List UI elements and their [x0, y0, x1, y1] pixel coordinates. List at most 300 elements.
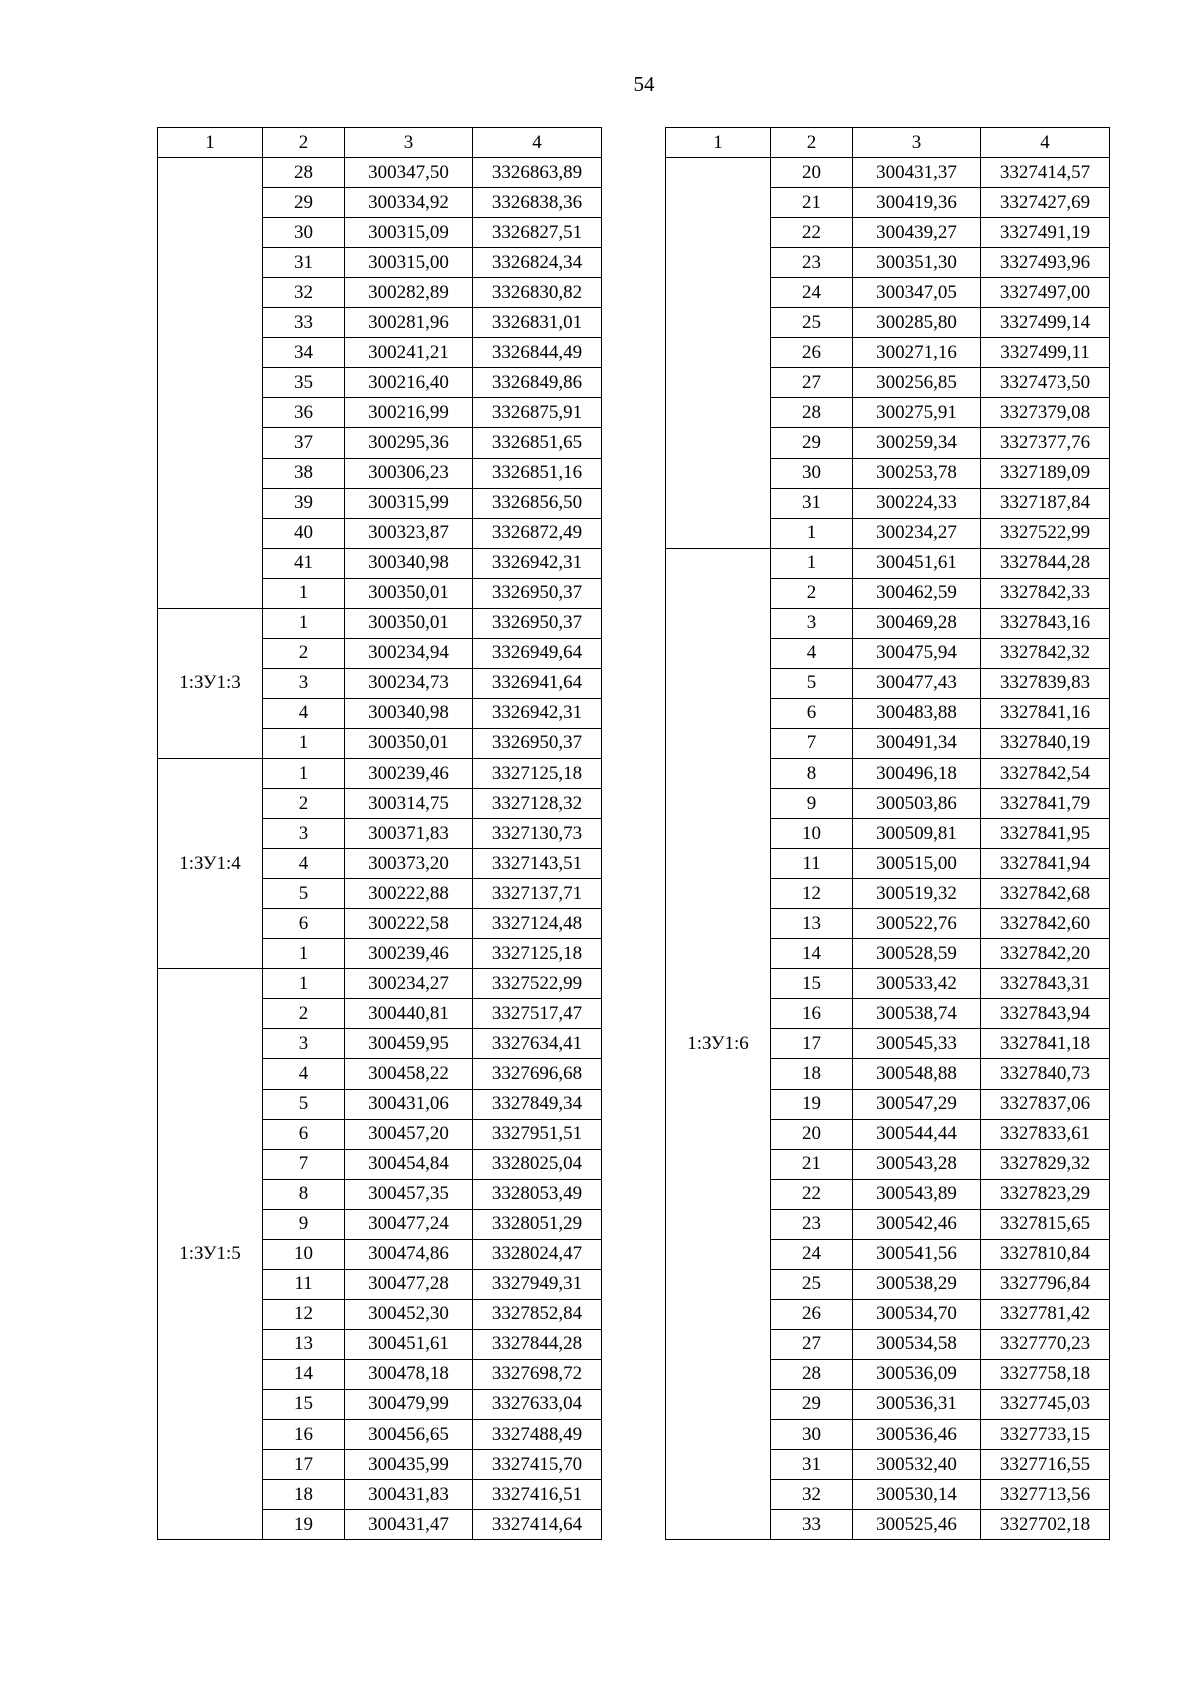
- point-number-cell: 41: [263, 548, 345, 578]
- y-coordinate-cell: 3327849,34: [473, 1089, 602, 1119]
- y-coordinate-cell: 3326849,86: [473, 368, 602, 398]
- point-number-cell: 29: [771, 428, 853, 458]
- column-header: 1: [158, 128, 263, 158]
- table-row: [158, 158, 602, 188]
- x-coordinate-cell: 300241,21: [345, 338, 473, 368]
- x-coordinate-cell: 300440,81: [345, 999, 473, 1029]
- point-number-cell: 25: [771, 308, 853, 338]
- point-number-cell: 37: [263, 428, 345, 458]
- point-number-cell: 2: [771, 578, 853, 608]
- x-coordinate-cell: 300496,18: [853, 758, 981, 788]
- y-coordinate-cell: 3327377,76: [981, 428, 1110, 458]
- x-coordinate-cell: 300347,50: [345, 158, 473, 188]
- y-coordinate-cell: 3327491,19: [981, 218, 1110, 248]
- x-coordinate-cell: 300340,98: [345, 548, 473, 578]
- y-coordinate-cell: 3326831,01: [473, 308, 602, 338]
- point-number-cell: 29: [771, 1389, 853, 1419]
- point-number-cell: 40: [263, 518, 345, 548]
- table-row: [666, 548, 1110, 578]
- x-coordinate-cell: 300536,31: [853, 1389, 981, 1419]
- y-coordinate-cell: 3327493,96: [981, 248, 1110, 278]
- y-coordinate-cell: 3327841,94: [981, 849, 1110, 879]
- x-coordinate-cell: 300544,44: [853, 1119, 981, 1149]
- x-coordinate-cell: 300314,75: [345, 789, 473, 819]
- y-coordinate-cell: 3328025,04: [473, 1149, 602, 1179]
- point-number-cell: 2: [263, 638, 345, 668]
- x-coordinate-cell: 300451,61: [853, 548, 981, 578]
- x-coordinate-cell: 300234,73: [345, 668, 473, 698]
- point-number-cell: 3: [263, 1029, 345, 1059]
- y-coordinate-cell: 3327415,70: [473, 1450, 602, 1480]
- y-coordinate-cell: 3327499,14: [981, 308, 1110, 338]
- x-coordinate-cell: 300458,22: [345, 1059, 473, 1089]
- x-coordinate-cell: 300522,76: [853, 909, 981, 939]
- y-coordinate-cell: 3327698,72: [473, 1359, 602, 1389]
- y-coordinate-cell: 3326856,50: [473, 488, 602, 518]
- point-number-cell: 32: [263, 278, 345, 308]
- y-coordinate-cell: 3328053,49: [473, 1179, 602, 1209]
- x-coordinate-cell: 300371,83: [345, 819, 473, 849]
- y-coordinate-cell: 3327473,50: [981, 368, 1110, 398]
- parcel-label-cell: 1:ЗУ1:4: [158, 758, 263, 968]
- y-coordinate-cell: 3327951,51: [473, 1119, 602, 1149]
- y-coordinate-cell: 3327522,99: [981, 518, 1110, 548]
- point-number-cell: 17: [263, 1450, 345, 1480]
- point-number-cell: 7: [263, 1149, 345, 1179]
- point-number-cell: 10: [263, 1239, 345, 1269]
- column-header: 4: [981, 128, 1110, 158]
- parcel-label-cell: [666, 158, 771, 549]
- y-coordinate-cell: 3327758,18: [981, 1359, 1110, 1389]
- point-number-cell: 39: [263, 488, 345, 518]
- x-coordinate-cell: 300474,86: [345, 1239, 473, 1269]
- y-coordinate-cell: 3327414,64: [473, 1510, 602, 1540]
- y-coordinate-cell: 3327499,11: [981, 338, 1110, 368]
- point-number-cell: 33: [263, 308, 345, 338]
- point-number-cell: 6: [263, 909, 345, 939]
- point-number-cell: 10: [771, 819, 853, 849]
- y-coordinate-cell: 3327781,42: [981, 1299, 1110, 1329]
- point-number-cell: 1: [263, 969, 345, 999]
- point-number-cell: 6: [263, 1119, 345, 1149]
- point-number-cell: 14: [263, 1359, 345, 1389]
- x-coordinate-cell: 300457,20: [345, 1119, 473, 1149]
- point-number-cell: 32: [771, 1480, 853, 1510]
- x-coordinate-cell: 300538,29: [853, 1269, 981, 1299]
- x-coordinate-cell: 300275,91: [853, 398, 981, 428]
- x-coordinate-cell: 300431,06: [345, 1089, 473, 1119]
- right-coordinates-table: [665, 127, 1110, 1540]
- x-coordinate-cell: 300533,42: [853, 969, 981, 999]
- y-coordinate-cell: 3327842,54: [981, 758, 1110, 788]
- y-coordinate-cell: 3327844,28: [981, 548, 1110, 578]
- y-coordinate-cell: 3327829,32: [981, 1149, 1110, 1179]
- x-coordinate-cell: 300350,01: [345, 578, 473, 608]
- x-coordinate-cell: 300282,89: [345, 278, 473, 308]
- y-coordinate-cell: 3327497,00: [981, 278, 1110, 308]
- x-coordinate-cell: 300457,35: [345, 1179, 473, 1209]
- y-coordinate-cell: 3326830,82: [473, 278, 602, 308]
- x-coordinate-cell: 300281,96: [345, 308, 473, 338]
- y-coordinate-cell: 3327843,16: [981, 608, 1110, 638]
- point-number-cell: 21: [771, 188, 853, 218]
- x-coordinate-cell: 300271,16: [853, 338, 981, 368]
- y-coordinate-cell: 3327696,68: [473, 1059, 602, 1089]
- point-number-cell: 12: [771, 879, 853, 909]
- y-coordinate-cell: 3327128,32: [473, 789, 602, 819]
- y-coordinate-cell: 3327839,83: [981, 668, 1110, 698]
- point-number-cell: 31: [771, 1450, 853, 1480]
- point-number-cell: 5: [771, 668, 853, 698]
- point-number-cell: 24: [771, 278, 853, 308]
- point-number-cell: 15: [263, 1389, 345, 1419]
- y-coordinate-cell: 3326851,16: [473, 458, 602, 488]
- y-coordinate-cell: 3327833,61: [981, 1119, 1110, 1149]
- column-header: 2: [771, 128, 853, 158]
- point-number-cell: 2: [263, 999, 345, 1029]
- y-coordinate-cell: 3327844,28: [473, 1329, 602, 1359]
- x-coordinate-cell: 300515,00: [853, 849, 981, 879]
- y-coordinate-cell: 3326942,31: [473, 548, 602, 578]
- point-number-cell: 1: [263, 578, 345, 608]
- y-coordinate-cell: 3327843,94: [981, 999, 1110, 1029]
- point-number-cell: 30: [263, 218, 345, 248]
- x-coordinate-cell: 300224,33: [853, 488, 981, 518]
- y-coordinate-cell: 3326827,51: [473, 218, 602, 248]
- y-coordinate-cell: 3327143,51: [473, 849, 602, 879]
- x-coordinate-cell: 300477,28: [345, 1269, 473, 1299]
- y-coordinate-cell: 3327517,47: [473, 999, 602, 1029]
- x-coordinate-cell: 300350,01: [345, 728, 473, 758]
- parcel-label-cell: 1:ЗУ1:6: [666, 548, 771, 1540]
- point-number-cell: 4: [771, 638, 853, 668]
- point-number-cell: 28: [771, 398, 853, 428]
- point-number-cell: 23: [771, 1209, 853, 1239]
- point-number-cell: 20: [771, 158, 853, 188]
- x-coordinate-cell: 300373,20: [345, 849, 473, 879]
- x-coordinate-cell: 300419,36: [853, 188, 981, 218]
- x-coordinate-cell: 300234,27: [345, 969, 473, 999]
- x-coordinate-cell: 300435,99: [345, 1450, 473, 1480]
- x-coordinate-cell: 300541,56: [853, 1239, 981, 1269]
- point-number-cell: 1: [263, 758, 345, 788]
- x-coordinate-cell: 300509,81: [853, 819, 981, 849]
- x-coordinate-cell: 300234,94: [345, 638, 473, 668]
- x-coordinate-cell: 300256,85: [853, 368, 981, 398]
- parcel-label-cell: [158, 158, 263, 609]
- x-coordinate-cell: 300315,00: [345, 248, 473, 278]
- x-coordinate-cell: 300462,59: [853, 578, 981, 608]
- x-coordinate-cell: 300548,88: [853, 1059, 981, 1089]
- y-coordinate-cell: 3327770,23: [981, 1329, 1110, 1359]
- x-coordinate-cell: 300351,30: [853, 248, 981, 278]
- point-number-cell: 11: [771, 849, 853, 879]
- point-number-cell: 2: [263, 789, 345, 819]
- x-coordinate-cell: 300543,89: [853, 1179, 981, 1209]
- x-coordinate-cell: 300519,32: [853, 879, 981, 909]
- y-coordinate-cell: 3327840,19: [981, 728, 1110, 758]
- y-coordinate-cell: 3327716,55: [981, 1450, 1110, 1480]
- y-coordinate-cell: 3327842,33: [981, 578, 1110, 608]
- x-coordinate-cell: 300239,46: [345, 758, 473, 788]
- y-coordinate-cell: 3327713,56: [981, 1480, 1110, 1510]
- y-coordinate-cell: 3328051,29: [473, 1209, 602, 1239]
- point-number-cell: 31: [263, 248, 345, 278]
- x-coordinate-cell: 300253,78: [853, 458, 981, 488]
- y-coordinate-cell: 3327949,31: [473, 1269, 602, 1299]
- x-coordinate-cell: 300306,23: [345, 458, 473, 488]
- y-coordinate-cell: 3327842,60: [981, 909, 1110, 939]
- y-coordinate-cell: 3327379,08: [981, 398, 1110, 428]
- y-coordinate-cell: 3327815,65: [981, 1209, 1110, 1239]
- point-number-cell: 8: [263, 1179, 345, 1209]
- x-coordinate-cell: 300532,40: [853, 1450, 981, 1480]
- point-number-cell: 27: [771, 1329, 853, 1359]
- point-number-cell: 25: [771, 1269, 853, 1299]
- x-coordinate-cell: 300477,24: [345, 1209, 473, 1239]
- x-coordinate-cell: 300477,43: [853, 668, 981, 698]
- x-coordinate-cell: 300475,94: [853, 638, 981, 668]
- parcel-label-cell: 1:ЗУ1:3: [158, 608, 263, 758]
- y-coordinate-cell: 3327840,73: [981, 1059, 1110, 1089]
- point-number-cell: 5: [263, 1089, 345, 1119]
- point-number-cell: 5: [263, 879, 345, 909]
- y-coordinate-cell: 3327841,16: [981, 698, 1110, 728]
- y-coordinate-cell: 3327189,09: [981, 458, 1110, 488]
- x-coordinate-cell: 300431,47: [345, 1510, 473, 1540]
- x-coordinate-cell: 300216,99: [345, 398, 473, 428]
- point-number-cell: 1: [771, 548, 853, 578]
- x-coordinate-cell: 300222,58: [345, 909, 473, 939]
- x-coordinate-cell: 300536,46: [853, 1420, 981, 1450]
- y-coordinate-cell: 3327842,32: [981, 638, 1110, 668]
- x-coordinate-cell: 300431,83: [345, 1480, 473, 1510]
- column-header: 1: [666, 128, 771, 158]
- point-number-cell: 31: [771, 488, 853, 518]
- y-coordinate-cell: 3327843,31: [981, 969, 1110, 999]
- x-coordinate-cell: 300469,28: [853, 608, 981, 638]
- y-coordinate-cell: 3327841,18: [981, 1029, 1110, 1059]
- y-coordinate-cell: 3326942,31: [473, 698, 602, 728]
- point-number-cell: 9: [263, 1209, 345, 1239]
- x-coordinate-cell: 300451,61: [345, 1329, 473, 1359]
- y-coordinate-cell: 3327745,03: [981, 1389, 1110, 1419]
- y-coordinate-cell: 3327796,84: [981, 1269, 1110, 1299]
- x-coordinate-cell: 300534,70: [853, 1299, 981, 1329]
- y-coordinate-cell: 3326950,37: [473, 608, 602, 638]
- y-coordinate-cell: 3327488,49: [473, 1420, 602, 1450]
- y-coordinate-cell: 3327427,69: [981, 188, 1110, 218]
- point-number-cell: 11: [263, 1269, 345, 1299]
- y-coordinate-cell: 3328024,47: [473, 1239, 602, 1269]
- point-number-cell: 30: [771, 458, 853, 488]
- point-number-cell: 1: [263, 608, 345, 638]
- table-row: [158, 608, 602, 638]
- point-number-cell: 16: [771, 999, 853, 1029]
- point-number-cell: 8: [771, 758, 853, 788]
- point-number-cell: 19: [263, 1510, 345, 1540]
- x-coordinate-cell: 300545,33: [853, 1029, 981, 1059]
- page-number: 54: [633, 72, 655, 96]
- point-number-cell: 21: [771, 1149, 853, 1179]
- y-coordinate-cell: 3326863,89: [473, 158, 602, 188]
- x-coordinate-cell: 300547,29: [853, 1089, 981, 1119]
- point-number-cell: 6: [771, 698, 853, 728]
- x-coordinate-cell: 300483,88: [853, 698, 981, 728]
- y-coordinate-cell: 3327841,79: [981, 789, 1110, 819]
- point-number-cell: 12: [263, 1299, 345, 1329]
- point-number-cell: 22: [771, 1179, 853, 1209]
- y-coordinate-cell: 3327842,20: [981, 939, 1110, 969]
- header-row: [158, 128, 602, 158]
- x-coordinate-cell: 300536,09: [853, 1359, 981, 1389]
- x-coordinate-cell: 300525,46: [853, 1510, 981, 1540]
- x-coordinate-cell: 300530,14: [853, 1480, 981, 1510]
- x-coordinate-cell: 300315,09: [345, 218, 473, 248]
- x-coordinate-cell: 300491,34: [853, 728, 981, 758]
- x-coordinate-cell: 300285,80: [853, 308, 981, 338]
- point-number-cell: 22: [771, 218, 853, 248]
- table-row: [158, 969, 602, 999]
- point-number-cell: 26: [771, 338, 853, 368]
- table-row: [158, 758, 602, 788]
- point-number-cell: 18: [771, 1059, 853, 1089]
- y-coordinate-cell: 3326824,34: [473, 248, 602, 278]
- point-number-cell: 23: [771, 248, 853, 278]
- x-coordinate-cell: 300459,95: [345, 1029, 473, 1059]
- y-coordinate-cell: 3327125,18: [473, 758, 602, 788]
- y-coordinate-cell: 3327634,41: [473, 1029, 602, 1059]
- point-number-cell: 7: [771, 728, 853, 758]
- point-number-cell: 30: [771, 1420, 853, 1450]
- y-coordinate-cell: 3327733,15: [981, 1420, 1110, 1450]
- point-number-cell: 38: [263, 458, 345, 488]
- point-number-cell: 4: [263, 698, 345, 728]
- point-number-cell: 1: [771, 518, 853, 548]
- y-coordinate-cell: 3327633,04: [473, 1389, 602, 1419]
- y-coordinate-cell: 3327823,29: [981, 1179, 1110, 1209]
- y-coordinate-cell: 3326872,49: [473, 518, 602, 548]
- point-number-cell: 36: [263, 398, 345, 428]
- x-coordinate-cell: 300452,30: [345, 1299, 473, 1329]
- x-coordinate-cell: 300340,98: [345, 698, 473, 728]
- point-number-cell: 28: [771, 1359, 853, 1389]
- point-number-cell: 18: [263, 1480, 345, 1510]
- x-coordinate-cell: 300543,28: [853, 1149, 981, 1179]
- y-coordinate-cell: 3326875,91: [473, 398, 602, 428]
- point-number-cell: 1: [263, 728, 345, 758]
- y-coordinate-cell: 3327187,84: [981, 488, 1110, 518]
- point-number-cell: 3: [263, 819, 345, 849]
- point-number-cell: 19: [771, 1089, 853, 1119]
- point-number-cell: 17: [771, 1029, 853, 1059]
- column-header: 3: [345, 128, 473, 158]
- x-coordinate-cell: 300295,36: [345, 428, 473, 458]
- x-coordinate-cell: 300216,40: [345, 368, 473, 398]
- point-number-cell: 27: [771, 368, 853, 398]
- point-number-cell: 4: [263, 1059, 345, 1089]
- x-coordinate-cell: 300347,05: [853, 278, 981, 308]
- y-coordinate-cell: 3327522,99: [473, 969, 602, 999]
- x-coordinate-cell: 300542,46: [853, 1209, 981, 1239]
- y-coordinate-cell: 3327130,73: [473, 819, 602, 849]
- x-coordinate-cell: 300439,27: [853, 218, 981, 248]
- point-number-cell: 1: [263, 939, 345, 969]
- x-coordinate-cell: 300503,86: [853, 789, 981, 819]
- point-number-cell: 15: [771, 969, 853, 999]
- y-coordinate-cell: 3326941,64: [473, 668, 602, 698]
- x-coordinate-cell: 300350,01: [345, 608, 473, 638]
- y-coordinate-cell: 3327137,71: [473, 879, 602, 909]
- y-coordinate-cell: 3327810,84: [981, 1239, 1110, 1269]
- point-number-cell: 3: [771, 608, 853, 638]
- point-number-cell: 9: [771, 789, 853, 819]
- y-coordinate-cell: 3326950,37: [473, 728, 602, 758]
- point-number-cell: 13: [771, 909, 853, 939]
- x-coordinate-cell: 300454,84: [345, 1149, 473, 1179]
- y-coordinate-cell: 3327414,57: [981, 158, 1110, 188]
- x-coordinate-cell: 300239,46: [345, 939, 473, 969]
- y-coordinate-cell: 3326838,36: [473, 188, 602, 218]
- x-coordinate-cell: 300478,18: [345, 1359, 473, 1389]
- x-coordinate-cell: 300431,37: [853, 158, 981, 188]
- x-coordinate-cell: 300538,74: [853, 999, 981, 1029]
- x-coordinate-cell: 300259,34: [853, 428, 981, 458]
- y-coordinate-cell: 3326950,37: [473, 578, 602, 608]
- x-coordinate-cell: 300334,92: [345, 188, 473, 218]
- column-header: 4: [473, 128, 602, 158]
- point-number-cell: 16: [263, 1420, 345, 1450]
- y-coordinate-cell: 3327842,68: [981, 879, 1110, 909]
- y-coordinate-cell: 3327702,18: [981, 1510, 1110, 1540]
- point-number-cell: 3: [263, 668, 345, 698]
- y-coordinate-cell: 3327124,48: [473, 909, 602, 939]
- y-coordinate-cell: 3326949,64: [473, 638, 602, 668]
- y-coordinate-cell: 3326844,49: [473, 338, 602, 368]
- point-number-cell: 24: [771, 1239, 853, 1269]
- point-number-cell: 35: [263, 368, 345, 398]
- column-header: 3: [853, 128, 981, 158]
- point-number-cell: 28: [263, 158, 345, 188]
- y-coordinate-cell: 3326851,65: [473, 428, 602, 458]
- y-coordinate-cell: 3327125,18: [473, 939, 602, 969]
- x-coordinate-cell: 300528,59: [853, 939, 981, 969]
- x-coordinate-cell: 300479,99: [345, 1389, 473, 1419]
- x-coordinate-cell: 300323,87: [345, 518, 473, 548]
- x-coordinate-cell: 300222,88: [345, 879, 473, 909]
- y-coordinate-cell: 3327837,06: [981, 1089, 1110, 1119]
- point-number-cell: 14: [771, 939, 853, 969]
- point-number-cell: 29: [263, 188, 345, 218]
- header-row: [666, 128, 1110, 158]
- point-number-cell: 13: [263, 1329, 345, 1359]
- point-number-cell: 33: [771, 1510, 853, 1540]
- x-coordinate-cell: 300315,99: [345, 488, 473, 518]
- x-coordinate-cell: 300534,58: [853, 1329, 981, 1359]
- x-coordinate-cell: 300456,65: [345, 1420, 473, 1450]
- x-coordinate-cell: 300234,27: [853, 518, 981, 548]
- point-number-cell: 4: [263, 849, 345, 879]
- column-header: 2: [263, 128, 345, 158]
- point-number-cell: 26: [771, 1299, 853, 1329]
- y-coordinate-cell: 3327841,95: [981, 819, 1110, 849]
- point-number-cell: 34: [263, 338, 345, 368]
- y-coordinate-cell: 3327852,84: [473, 1299, 602, 1329]
- left-coordinates-table: [157, 127, 602, 1540]
- parcel-label-cell: 1:ЗУ1:5: [158, 969, 263, 1540]
- point-number-cell: 20: [771, 1119, 853, 1149]
- y-coordinate-cell: 3327416,51: [473, 1480, 602, 1510]
